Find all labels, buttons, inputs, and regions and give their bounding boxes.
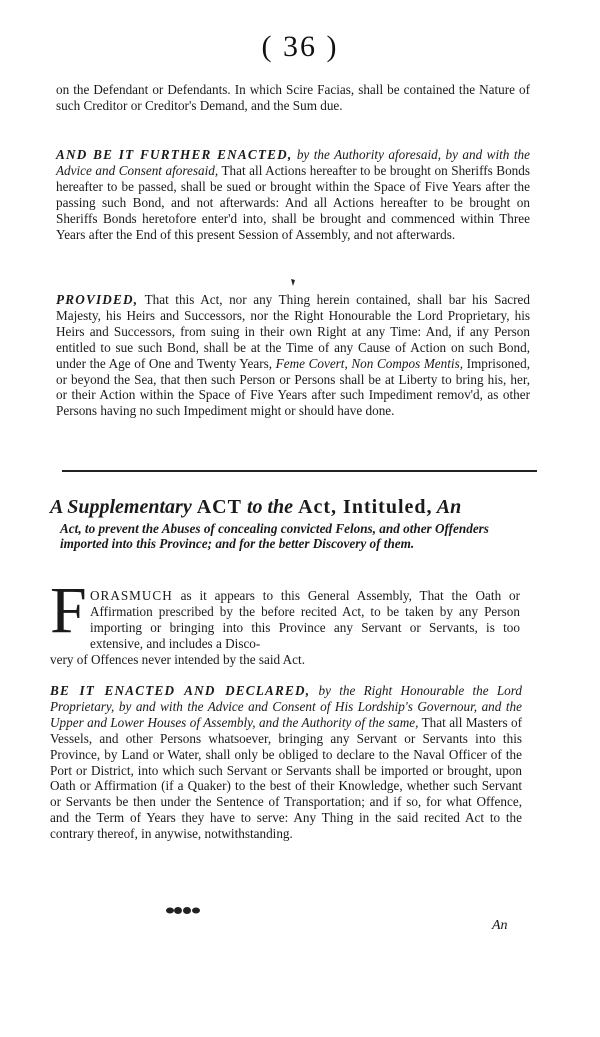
proviso-latin-terms: Feme Covert, Non Compos Mentis, [275,355,464,371]
proviso-lead: PROVIDED, [56,292,139,307]
act-title-part-2: ACT [196,496,242,518]
preamble-body: as it appears to this General Assembly, That the Oath or Affirmation prescribed by the before recited Act, to be taken by any Person importing or bringing into this Province any Servant or Servants, is too extensive, and includes a Disco- [90,588,521,651]
declaration-lead: BE IT ENACTED AND DECLARED, [50,683,311,698]
act-title-part-3: to the [246,496,294,518]
act-subtitle: Act, to prevent the Abuses of concealing convicted Felons, and other Offenders imported into this Province; and for the better Discovery of them. [60,521,489,551]
continuation-paragraph: on the Defendant or Defendants. In which Scire Facias, shall be contained the Nature of such Creditor or Creditor's Demand, and the Sum due. [56,82,530,113]
enactment-authority: by the Authority aforesaid, by and with the Advice and Consent aforesaid, [56,147,530,178]
enactment-body: That all Actions hereafter to be brought on Sheriffs Bonds hereafter to be passed, shall be sued or brought within the Space of Five Years after the passing such Bond, and not afterwards: And all Actions hereafter to be brought on Sheriffs Bonds heretofore enter'd into, shall be brought and commenced within Three Years after the End of this present Session of Assembly, and not afterwards. [56,162,530,242]
declaration-body: That all Masters of Vessels, and other Persons whatsoever, bringing any Servant or Servants into this Province, by Land or Water, shall only be obliged to declare to the Naval Officer of the Port or District, into which such Servant or Servants shall be imported or brought, upon Oath or Affirmation (if a Quaker) to the best of their Knowledge, whether such Servant or Servants be then under the Sentence of Transportation; and if so, for what Offence, and the Term of Years they have to serve: Any Thing in the said recited Act to the contrary thereof, in anywise, notwithstanding. [50,714,522,842]
proviso-body-1: That this Act, nor any Thing herein contained, shall bar his Sacred Majesty, his Heirs and Successors, nor the Right Honourable the Lord Proprietary, his Heirs and Successors, from suing in their own Right at any Time: And, if any Person entitled to sue such Bond, shall be at the Time of any Cause of Action on such Bond, under the Age of One and Twenty Years, [56,292,530,371]
enactment-paragraph [56,147,530,242]
declaration-paragraph [50,683,522,842]
preamble-last-line: very of Offences never intended by the said Act. [50,652,305,667]
page-number: ( 36 ) [261,30,339,63]
section-divider [62,470,537,472]
ink-mark [290,279,296,286]
act-title-part-5: An [436,496,462,518]
declaration-authority: by the Right Honourable the Lord Proprietary, by and with the Advice and Consent of His Lordship's Governour, and the Upper and Lower Houses of Assembly, and the Authority of the same, [50,683,522,730]
enactment-lead: AND BE IT FURTHER ENACTED, [56,147,293,162]
catchword: An [492,918,508,933]
preamble-lead: ORASMUCH [90,588,173,603]
proviso-paragraph [56,292,530,419]
act-title [50,496,540,518]
preamble-paragraph [90,588,520,652]
drop-cap: F [50,574,87,647]
act-title-part-4: Act, Intituled, [298,496,433,518]
proviso-body-2: Imprisoned, or beyond the Sea, that then such Person or Persons shall be at Liberty to bring his, her, or their Action within the Space of Five Years after such Impediment remov'd, as other Persons having no such Impediment might or should have done. [56,355,531,419]
act-title-part-1: A Supplementary [50,496,192,518]
printers-ornament [165,906,201,915]
